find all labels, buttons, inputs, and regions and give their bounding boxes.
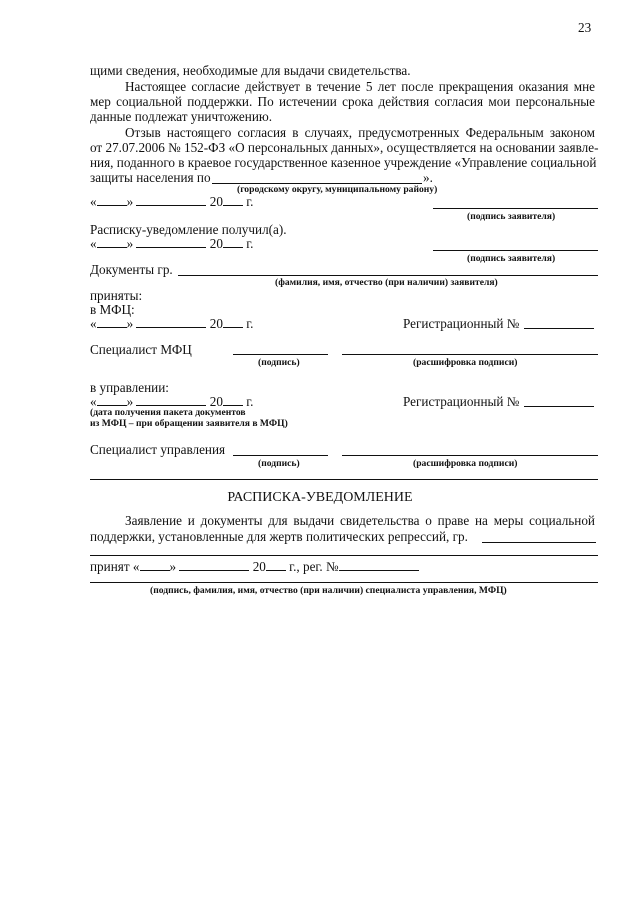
- date-field-department: « » 20 г.: [90, 394, 254, 409]
- receipt-signature-line[interactable]: [90, 582, 598, 583]
- in-mfc-label: в МФЦ:: [90, 302, 135, 317]
- date-field-mfc: « » 20 г.: [90, 316, 254, 331]
- date-receipt-caption: (дата получения пакета документов: [90, 407, 246, 418]
- mfc-decoding-line[interactable]: [342, 354, 598, 355]
- receipt-text-line: поддержки, установленные для жертв политических репрессий, гр.: [90, 529, 468, 544]
- consent-text-line: защиты населения по: [90, 170, 211, 185]
- district-caption: (городскому округу, муниципальному району): [237, 184, 438, 195]
- mfc-signature-line[interactable]: [233, 354, 328, 355]
- consent-text-line: данные подлежат уничтожению.: [90, 109, 273, 124]
- reg-no-label-mfc: Регистрационный №: [403, 316, 520, 331]
- department-specialist-label: Специалист управления: [90, 442, 226, 457]
- date-field-2: « » 20 г.: [90, 236, 254, 251]
- signature-caption: (подпись): [258, 357, 300, 368]
- fio-caption: (фамилия, имя, отчество (при наличии) заявителя): [275, 277, 498, 288]
- applicant-signature-line[interactable]: [433, 208, 598, 209]
- date-field-1: « » 20 г.: [90, 194, 254, 209]
- signature-caption: (подпись): [258, 458, 300, 469]
- applicant-signature-caption: (подпись заявителя): [467, 211, 556, 222]
- applicant-signature-caption-2: (подпись заявителя): [467, 253, 556, 264]
- receipt-accepted-line: принят « » 20 г., рег. №: [90, 559, 419, 574]
- receipt-received-label: Расписку-уведомление получил(а).: [90, 222, 287, 237]
- page-number: 23: [578, 20, 592, 35]
- applicant-signature-line-2[interactable]: [433, 250, 598, 251]
- decoding-caption: (расшифровка подписи): [413, 458, 518, 469]
- applicant-fio-line[interactable]: [178, 275, 598, 276]
- consent-text-line: Настоящее согласие действует в течение 5 лет после прекращения оказания мне: [125, 79, 595, 94]
- receipt-title: РАСПИСКА-УВЕДОМЛЕНИЕ: [227, 490, 413, 505]
- department-signature-line[interactable]: [233, 455, 328, 456]
- mfc-specialist-label: Специалист МФЦ: [90, 342, 192, 357]
- department-decoding-line[interactable]: [342, 455, 598, 456]
- documents-label: Документы гр.: [90, 262, 173, 277]
- receipt-bottom-caption: (подпись, фамилия, имя, отчество (при наличии) специалиста управления, МФЦ): [150, 585, 507, 596]
- reg-no-line-mfc[interactable]: [524, 328, 594, 329]
- reg-no-line-department[interactable]: [524, 406, 594, 407]
- accepted-label: приняты:: [90, 288, 143, 303]
- date-receipt-caption: из МФЦ – при обращении заявителя в МФЦ): [90, 418, 288, 429]
- decoding-caption: (расшифровка подписи): [413, 357, 518, 368]
- receipt-text-line: Заявление и документы для выдачи свидетельства о праве на меры социальной: [125, 513, 595, 528]
- in-department-label: в управлении:: [90, 380, 169, 395]
- consent-text-line: Отзыв настоящего согласия в случаях, предусмотренных Федеральным законом: [125, 125, 595, 140]
- consent-text-line: ния, поданного в краевое государственное казенное учреждение «Управление социальной: [90, 155, 597, 170]
- consent-text-line: мер социальной поддержки. По истечении срока действия согласия мои персональные: [90, 94, 595, 109]
- receipt-fio-line-2[interactable]: [90, 555, 598, 556]
- consent-text-line: щими сведения, необходимые для выдачи свидетельства.: [90, 63, 411, 78]
- receipt-fio-line[interactable]: [482, 542, 596, 543]
- consent-text-line: от 27.07.2006 № 152-ФЗ «О персональных данных», осуществляется на основании заявле-: [90, 140, 599, 155]
- consent-text-line: ».: [423, 170, 433, 185]
- cut-line: [90, 479, 598, 480]
- reg-no-label-department: Регистрационный №: [403, 394, 520, 409]
